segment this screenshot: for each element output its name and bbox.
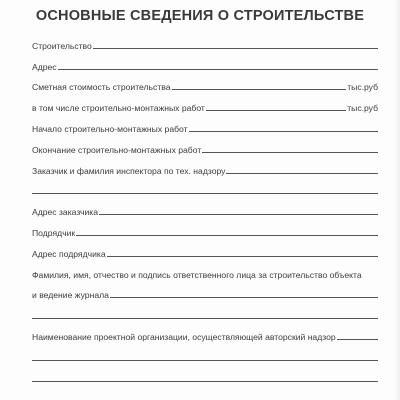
row-contractor	[32, 217, 378, 238]
unit-estimated-cost: тыс.руб	[347, 82, 378, 93]
row-customer-inspector-continuation	[32, 176, 378, 197]
row-design-organization	[32, 321, 378, 342]
field-contractor-address[interactable]	[107, 255, 378, 257]
label-including-works: в том числе строительно-монтажных работ	[32, 103, 205, 114]
field-customer-inspector-line-2[interactable]	[32, 192, 378, 194]
row-including-works	[32, 92, 378, 113]
label-contractor: Подрядчик	[32, 227, 76, 238]
row-estimated-cost	[32, 72, 378, 93]
label-address: Адрес	[32, 61, 57, 72]
row-start-works	[32, 113, 378, 134]
field-end-works[interactable]	[202, 151, 378, 153]
row-address	[32, 51, 378, 72]
field-responsible-person[interactable]	[110, 296, 378, 298]
row-end-works	[32, 134, 378, 155]
row-contractor-address	[32, 238, 378, 259]
row-design-continuation-2	[32, 363, 378, 384]
label-contractor-address: Адрес подрядчика	[32, 248, 106, 259]
row-construction	[32, 30, 378, 51]
label-design-organization: Наименование проектной организации, осуществляющей авторский надзор	[32, 331, 336, 342]
label-construction: Строительство	[32, 40, 92, 51]
unit-including-works: тыс.руб	[347, 103, 378, 114]
field-construction[interactable]	[93, 47, 378, 49]
row-responsible-continuation	[32, 300, 378, 321]
label-responsible-person: Фамилия, имя, отчество и подпись ответственного лица за строительство объекта	[32, 269, 362, 280]
field-start-works[interactable]	[189, 130, 378, 132]
row-customer-inspector	[32, 155, 378, 176]
field-design-organization-line-3[interactable]	[32, 380, 378, 382]
row-responsible-person	[32, 259, 378, 280]
field-design-organization-line-2[interactable]	[32, 359, 378, 361]
field-customer-inspector[interactable]	[226, 172, 378, 174]
field-address[interactable]	[58, 68, 378, 70]
field-estimated-cost[interactable]	[172, 88, 347, 90]
label-end-works: Окончание строительно-монтажных работ	[32, 144, 202, 155]
label-estimated-cost: Сметная стоимость строительства	[32, 82, 171, 93]
label-journal-keeping: и ведение журнала	[32, 290, 109, 301]
field-contractor[interactable]	[76, 234, 378, 236]
form-title: ОСНОВНЫЕ СВЕДЕНИЯ О СТРОИТЕЛЬСТВЕ	[35, 8, 365, 24]
field-including-works[interactable]	[206, 109, 346, 111]
field-responsible-person-line-2[interactable]	[32, 317, 378, 319]
row-customer-address	[32, 196, 378, 217]
field-design-organization[interactable]	[337, 338, 378, 340]
row-journal-keeping	[32, 280, 378, 301]
row-design-continuation-1	[32, 342, 378, 363]
form-body	[32, 30, 378, 384]
scan-edge-shadow	[394, 0, 400, 400]
label-start-works: Начало строительно-монтажных работ	[32, 123, 188, 134]
label-customer-address: Адрес заказчика	[32, 207, 99, 218]
label-customer-inspector: Заказчик и фамилия инспектора по тех. надзору	[32, 165, 226, 176]
field-customer-address[interactable]	[99, 213, 378, 215]
